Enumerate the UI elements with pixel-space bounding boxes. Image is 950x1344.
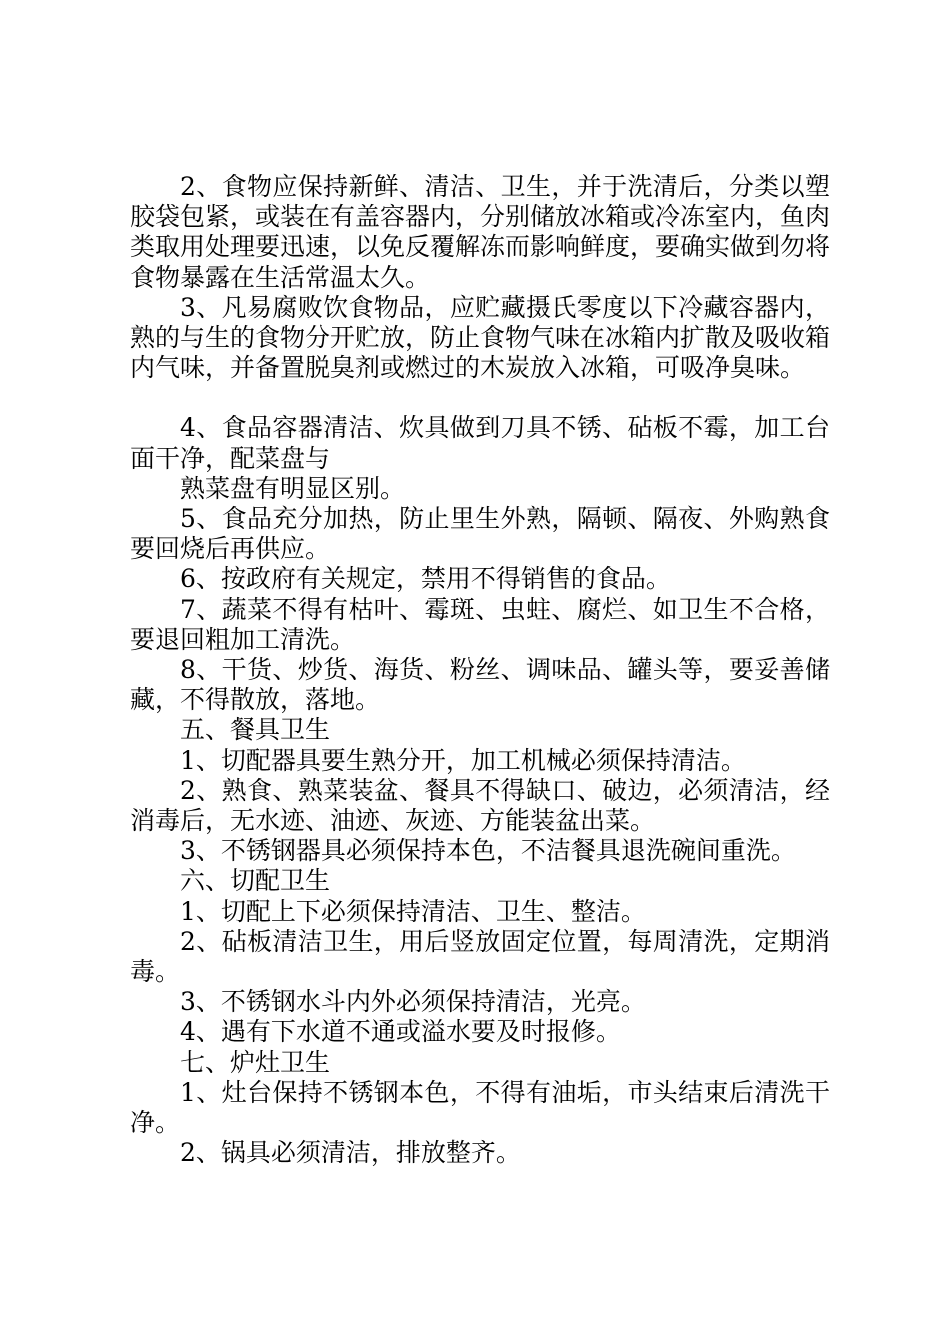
paragraph-stove-top: 1、灶台保持不锈钢本色，不得有油垢，市头结束后清洗干净。 xyxy=(130,1077,830,1138)
paragraph-drain-repair: 4、遇有下水道不通或溢水要及时报修。 xyxy=(180,1017,621,1047)
paragraph-cutting-clean: 1、切配上下必须保持清洁、卫生、整洁。 xyxy=(180,896,646,926)
paragraph-container-clean: 4、食品容器清洁、炊具做到刀具不锈、砧板不霉，加工台面干净，配菜盘与 xyxy=(130,413,830,473)
paragraph-cutting-tools: 1、切配器具要生熟分开，加工机械必须保持清洁。 xyxy=(180,745,746,775)
section-heading-cutting: 六、切配卫生 xyxy=(180,866,331,896)
paragraph-plate-distinction: 熟菜盘有明显区别。 xyxy=(180,473,406,503)
paragraph-stainless-ware: 3、不锈钢器具必须保持本色，不洁餐具退洗碗间重洗。 xyxy=(180,836,796,866)
paragraph-chopping-board: 2、砧板清洁卫生，用后竖放固定位置，每周清洗，定期消毒。 xyxy=(130,926,830,987)
paragraph-dry-goods: 8、干货、炒货、海货、粉丝、调味品、罐头等，要妥善储藏，不得散放，落地。 xyxy=(130,655,830,715)
paragraph-perishable-storage: 3、凡易腐败饮食物品，应贮藏摄氏零度以下冷藏容器内，熟的与生的食物分开贮放，防止食物气味在冰箱内扩散及吸收箱内气味，并备置脱臭剂或燃过的木炭放入冰箱，可吸净臭味。 xyxy=(130,292,831,383)
section-heading-tableware: 五、餐具卫生 xyxy=(180,715,331,745)
paragraph-dishware-condition: 2、熟食、熟菜装盆、餐具不得缺口、破边，必须清洁，经消毒后，无水迹、油迹、灰迹、方能装盆出菜。 xyxy=(130,775,830,836)
paragraph-vegetables: 7、蔬菜不得有枯叶、霉斑、虫蛀、腐烂、如卫生不合格，要退回粗加工清洗。 xyxy=(130,594,830,654)
paragraph-food-fresh: 2、食物应保持新鲜、清洁、卫生，并于洗清后，分类以塑胶袋包紧，或装在有盖容器内，分别储放冰箱或冷冻室内，鱼肉类取用处理要迅速，以免反覆解冻而影响鲜度，要确实做到勿将食物暴露在生活常温太久。 xyxy=(130,172,831,292)
paragraph-sink: 3、不锈钢水斗内外必须保持清洁，光亮。 xyxy=(180,987,646,1017)
paragraph-cookware: 2、锅具必须清洁，排放整齐。 xyxy=(180,1138,521,1168)
paragraph-heating: 5、食品充分加热，防止里生外熟，隔顿、隔夜、外购熟食要回烧后再供应。 xyxy=(130,504,830,564)
document-body xyxy=(130,172,830,1169)
section-heading-stove: 七、炉灶卫生 xyxy=(180,1047,331,1077)
paragraph-banned-food: 6、按政府有关规定，禁用不得销售的食品。 xyxy=(180,564,671,594)
